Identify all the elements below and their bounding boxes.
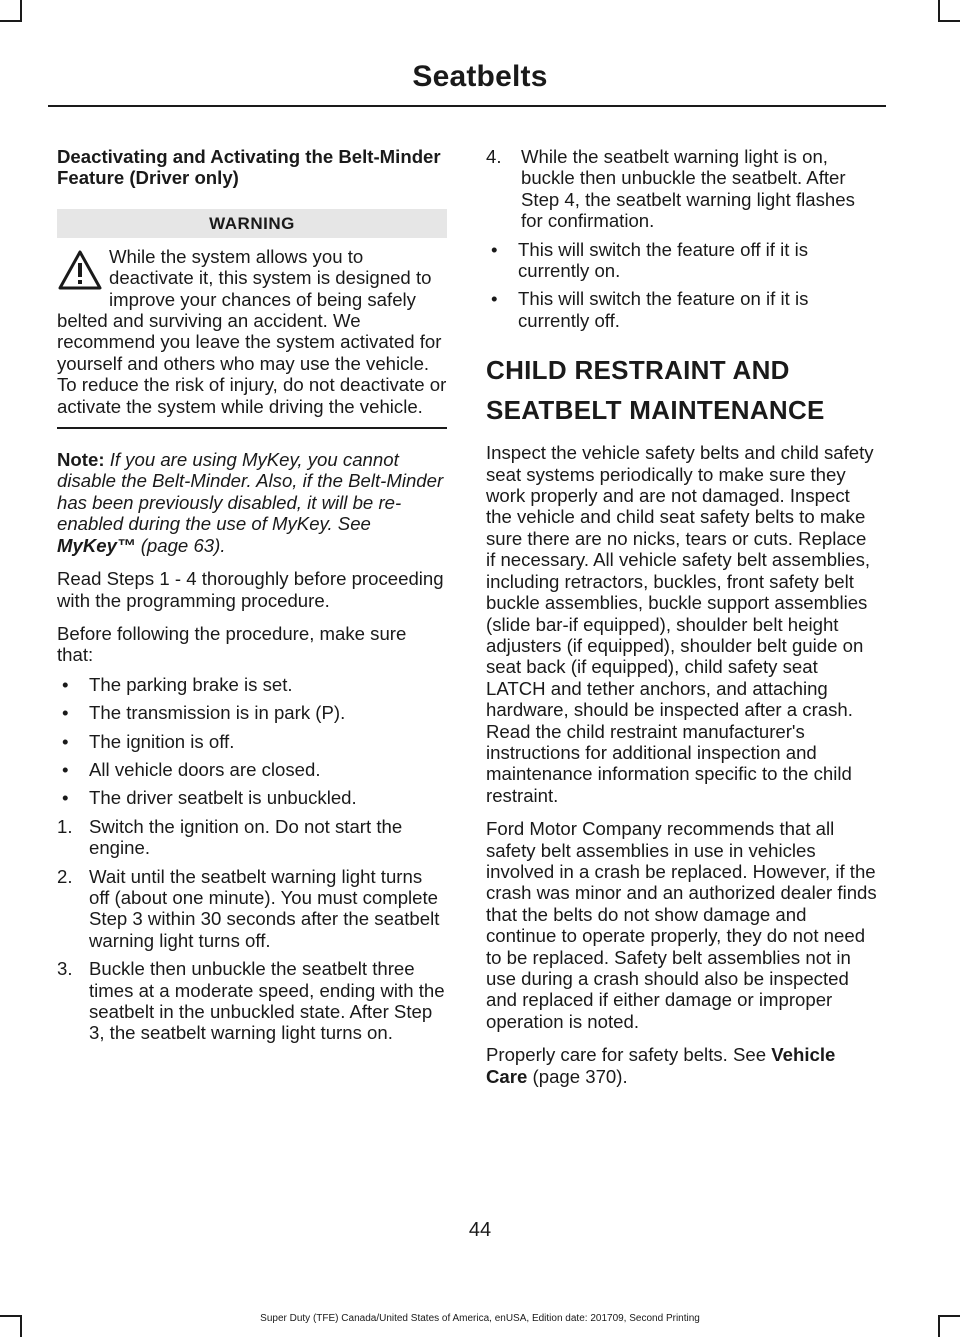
note-text: If you are using MyKey, you cannot disable the Belt-Minder. Also, if the Belt-Minder has been previously disabled, it will be re-enabled during the use of MyKey. See bbox=[57, 449, 444, 535]
list-item bbox=[486, 239, 880, 282]
list-item-text: The transmission is in park (P). bbox=[89, 702, 346, 724]
care-text: Properly care for safety belts. See bbox=[486, 1044, 767, 1066]
bullet-icon: • bbox=[491, 238, 498, 260]
crop-mark bbox=[0, 20, 20, 22]
replacement-paragraph: Ford Motor Company recommends that all safety belt assemblies in use in vehicles involved in a crash be replaced. However, if the crash was minor and an authorized dealer finds that the belts do not show damage and continue to operate properly, they do not need to be replaced. Safety belt assemblies not in use during a crash should also be inspected and replaced if either damage or improper operation is noted. bbox=[486, 818, 877, 1032]
maintenance-paragraph: Inspect the vehicle safety belts and child safety seat systems periodically to make sure they work properly and are not damaged. Inspect the vehicle and child seat safety belts to make sure there are no nicks, tears or cuts. Replace if necessary. All vehicle safety belt assemblies, including retractors, buckles, front safety belt buckle assemblies, buckle support assemblies (slide bar-if equipped), shoulder belt height adjusters (if equipped), shoulder belt guide on seat back (if equipped), child safety seat LATCH and tether anchors, and attaching hardware, should be inspected after a crash. Read the child restraint manufacturer's instructions for additional inspection and maintenance information specific to the child restraint. bbox=[486, 442, 874, 806]
page-title: Seatbelts bbox=[412, 60, 548, 93]
step-text: While the seatbelt warning light is on, buckle then unbuckle the seatbelt. After Step 4, the seatbelt warning light flashes for confirmation. bbox=[521, 146, 855, 232]
step-number: 3. bbox=[57, 958, 73, 980]
header-divider bbox=[48, 105, 886, 107]
list-item bbox=[486, 288, 880, 331]
bullet-icon: • bbox=[62, 758, 69, 780]
bullet-icon: • bbox=[62, 730, 69, 752]
step-item bbox=[57, 958, 447, 1044]
vehicle-care-reference-link[interactable]: Vehicle Care bbox=[486, 1044, 836, 1087]
step-item bbox=[57, 866, 447, 952]
list-item bbox=[57, 731, 447, 752]
precondition-list bbox=[57, 674, 447, 809]
list-item-text: The driver seatbelt is unbuckled. bbox=[89, 787, 357, 809]
before-text: Before following the procedure, make sure that: bbox=[57, 622, 407, 666]
procedure-steps-continued bbox=[486, 146, 880, 232]
bullet-icon: • bbox=[62, 787, 69, 809]
section-heading-line: CHILD RESTRAINT AND bbox=[486, 355, 790, 386]
step-text: Wait until the seatbelt warning light turns off (about one minute). You must complete Step 3 within 30 seconds after the seatbelt warning light turns off. bbox=[89, 865, 440, 951]
list-item-text: The ignition is off. bbox=[89, 730, 235, 752]
list-item-text: The parking brake is set. bbox=[89, 673, 293, 695]
list-item-text: This will switch the feature off if it is currently on. bbox=[518, 238, 809, 282]
section-heading-line: SEATBELT MAINTENANCE bbox=[486, 395, 825, 426]
note-label: Note: bbox=[57, 449, 105, 471]
left-column bbox=[57, 146, 447, 1051]
warning-box bbox=[57, 246, 447, 417]
edition-footer: Super Duty (TFE) Canada/United States of America, enUSA, Edition date: 201709, Second Printing bbox=[260, 1313, 700, 1324]
warning-label: WARNING bbox=[57, 209, 447, 238]
step-number: 1. bbox=[57, 815, 73, 837]
step-text: Buckle then unbuckle the seatbelt three times at a moderate speed, ending with the seatbelt in the unbuckled state. After Step 3, the seatbelt warning light turns on. bbox=[89, 958, 445, 1044]
list-item-text: This will switch the feature on if it is currently off. bbox=[518, 288, 809, 331]
care-page-ref: (page 370). bbox=[532, 1065, 628, 1087]
care-paragraph bbox=[486, 1044, 880, 1087]
warning-divider bbox=[57, 427, 447, 429]
bullet-icon: • bbox=[62, 673, 69, 695]
section-subheading: Deactivating and Activating the Belt-Minder Feature (Driver only) bbox=[57, 146, 441, 189]
bullet-icon: • bbox=[491, 288, 498, 310]
warning-text: While the system allows you to deactivate it, this system is designed to improve your chances of being safely belted and surviving an accident. We recommend you leave the system activated for yourself and others who may use the vehicle. To reduce the risk of injury, do not deactivate or activate the system while driving the vehicle. bbox=[57, 245, 447, 417]
step-item bbox=[57, 816, 447, 859]
crop-mark bbox=[938, 0, 940, 22]
procedure-steps bbox=[57, 816, 447, 1044]
list-item-text: All vehicle doors are closed. bbox=[89, 758, 321, 780]
step-number: 2. bbox=[57, 865, 73, 887]
step-item bbox=[486, 146, 880, 232]
warning-triangle-icon bbox=[57, 249, 103, 291]
crop-mark bbox=[938, 20, 960, 22]
section-heading bbox=[486, 355, 880, 426]
result-list bbox=[486, 239, 880, 332]
list-item bbox=[57, 759, 447, 780]
note-paragraph bbox=[57, 449, 447, 556]
read-steps-text: Read Steps 1 - 4 thoroughly before proceeding with the programming procedure. bbox=[57, 568, 444, 611]
step-text: Switch the ignition on. Do not start the engine. bbox=[89, 815, 403, 859]
page-number: 44 bbox=[468, 1219, 492, 1241]
crop-mark bbox=[20, 0, 22, 22]
mykey-reference-link[interactable]: MyKey™ bbox=[57, 534, 136, 556]
bullet-icon: • bbox=[62, 702, 69, 724]
list-item bbox=[57, 674, 447, 695]
list-item bbox=[57, 702, 447, 723]
note-page-ref: (page 63). bbox=[140, 534, 226, 556]
right-column bbox=[486, 146, 880, 1099]
list-item bbox=[57, 787, 447, 808]
step-number: 4. bbox=[486, 146, 502, 167]
